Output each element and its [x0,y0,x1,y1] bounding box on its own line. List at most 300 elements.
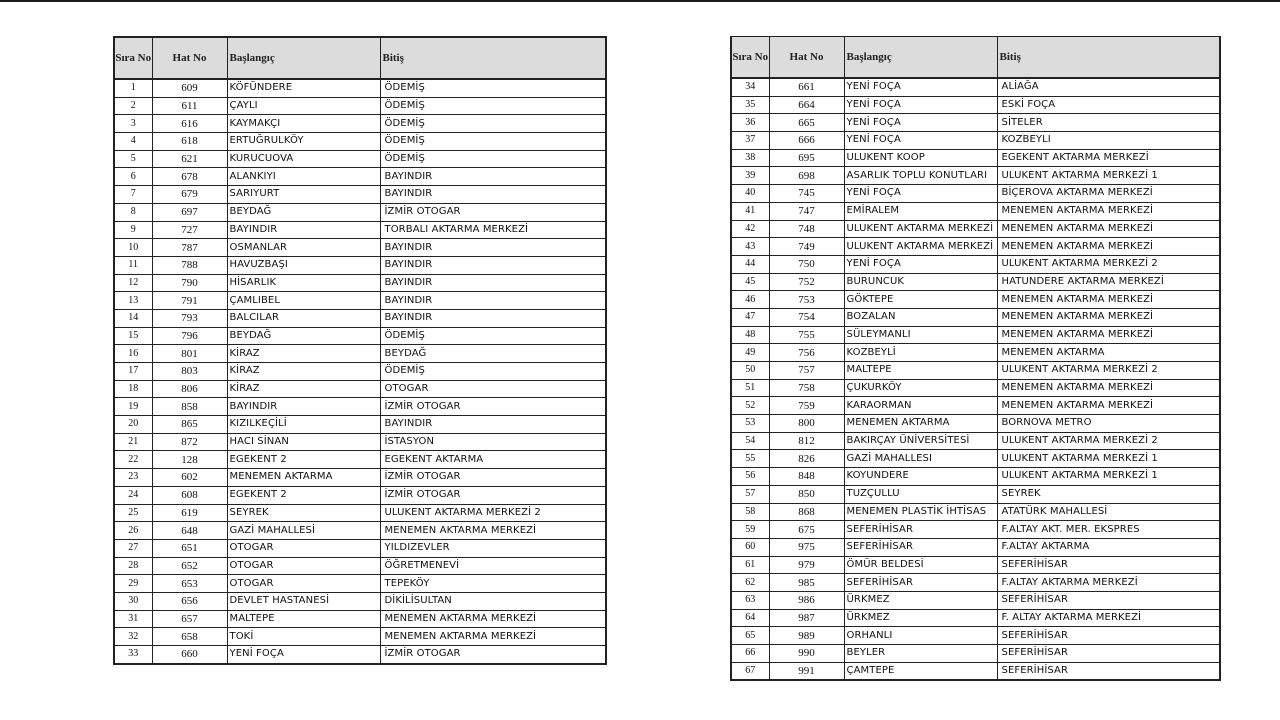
table-row [731,132,1220,150]
table-row [114,451,606,469]
table-header-row [731,37,1220,79]
cell-baslangic: KARAORMAN [844,397,997,415]
cell-sira-no: 3 [114,115,152,133]
cell-sira-no: 55 [731,450,769,468]
header-bitis: Bitiş [380,37,606,79]
cell-sira-no: 17 [114,363,152,381]
cell-baslangic: HACI SİNAN [227,433,380,451]
cell-baslangic: BAYINDIR [227,398,380,416]
cell-hat-no: 801 [152,345,227,363]
cell-sira-no: 45 [731,273,769,291]
cell-baslangic: EMİRALEM [844,202,997,220]
cell-bitis: OTOGAR [380,380,606,398]
cell-baslangic: HAVUZBAŞI [227,256,380,274]
cell-baslangic: YENİ FOÇA [844,78,997,96]
cell-baslangic: MALTEPE [227,610,380,628]
cell-sira-no: 43 [731,238,769,256]
cell-baslangic: BEYLER [844,645,997,663]
cell-sira-no: 58 [731,503,769,521]
cell-bitis: İSTASYON [380,433,606,451]
cell-hat-no: 986 [769,591,844,609]
table-row [114,309,606,327]
cell-hat-no: 753 [769,291,844,309]
cell-hat-no: 865 [152,416,227,434]
table-row [114,539,606,557]
cell-sira-no: 52 [731,397,769,415]
cell-bitis: MENEMEN AKTARMA MERKEZİ [997,326,1220,344]
cell-bitis: ÖDEMİŞ [380,97,606,115]
cell-hat-no: 619 [152,504,227,522]
cell-hat-no: 665 [769,114,844,132]
cell-hat-no: 602 [152,469,227,487]
cell-bitis: ÖDEMİŞ [380,133,606,151]
cell-bitis: ULUKENT AKTARMA MERKEZİ 2 [997,362,1220,380]
table-row [731,78,1220,96]
cell-baslangic: BEYDAĞ [227,327,380,345]
cell-sira-no: 63 [731,591,769,609]
cell-bitis: EGEKENT AKTARMA [380,451,606,469]
cell-bitis: ULUKENT AKTARMA MERKEZİ 2 [997,432,1220,450]
table-row [731,521,1220,539]
table-row [731,344,1220,362]
cell-sira-no: 25 [114,504,152,522]
cell-bitis: SEFERİHİSAR [997,645,1220,663]
cell-baslangic: ÖMÜR BELDESİ [844,556,997,574]
cell-hat-no: 756 [769,344,844,362]
cell-hat-no: 652 [152,557,227,575]
cell-sira-no: 66 [731,645,769,663]
cell-sira-no: 28 [114,557,152,575]
cell-hat-no: 757 [769,362,844,380]
cell-hat-no: 745 [769,185,844,203]
cell-sira-no: 9 [114,221,152,239]
cell-hat-no: 747 [769,202,844,220]
cell-sira-no: 37 [731,132,769,150]
route-table-left [113,36,607,665]
cell-hat-no: 750 [769,255,844,273]
cell-baslangic: SEFERİHİSAR [844,521,997,539]
cell-bitis: İZMİR OTOGAR [380,203,606,221]
table-row [731,362,1220,380]
cell-sira-no: 12 [114,274,152,292]
cell-baslangic: ÜRKMEZ [844,591,997,609]
cell-bitis: MENEMEN AKTARMA MERKEZİ [997,308,1220,326]
table-row [731,220,1220,238]
cell-hat-no: 806 [152,380,227,398]
cell-baslangic: GAZİ MAHALLESİ [227,522,380,540]
table-row [731,574,1220,592]
cell-baslangic: YENİ FOÇA [844,132,997,150]
cell-baslangic: KAYMAKÇI [227,115,380,133]
header-hat-no: Hat No [152,37,227,79]
cell-hat-no: 609 [152,79,227,97]
cell-hat-no: 850 [769,485,844,503]
cell-sira-no: 6 [114,168,152,186]
cell-bitis: SEFERİHİSAR [997,662,1220,680]
cell-sira-no: 61 [731,556,769,574]
header-hat-no: Hat No [769,37,844,79]
cell-baslangic: ÇAMTEPE [844,662,997,680]
cell-sira-no: 26 [114,522,152,540]
cell-hat-no: 826 [769,450,844,468]
cell-baslangic: KOZBEYLİ [844,344,997,362]
cell-bitis: F.ALTAY AKTARMA MERKEZİ [997,574,1220,592]
cell-baslangic: ULUKENT AKTARMA MERKEZİ [844,238,997,256]
cell-hat-no: 618 [152,133,227,151]
cell-hat-no: 698 [769,167,844,185]
cell-baslangic: ERTUĞRULKÖY [227,133,380,151]
table-row [731,556,1220,574]
cell-sira-no: 40 [731,185,769,203]
table-row [731,202,1220,220]
cell-sira-no: 56 [731,468,769,486]
table-row [731,432,1220,450]
cell-hat-no: 975 [769,538,844,556]
cell-hat-no: 648 [152,522,227,540]
table-row [114,292,606,310]
table-row [114,610,606,628]
header-sira-no: Sıra No [731,37,769,79]
cell-hat-no: 848 [769,468,844,486]
table-row [731,415,1220,433]
cell-sira-no: 22 [114,451,152,469]
table-row [114,433,606,451]
cell-baslangic: SÜLEYMANLI [844,326,997,344]
table-row [731,185,1220,203]
cell-sira-no: 1 [114,79,152,97]
cell-bitis: ALİAĞA [997,78,1220,96]
cell-sira-no: 60 [731,538,769,556]
cell-baslangic: OTOGAR [227,539,380,557]
table-body-right [731,78,1220,680]
cell-hat-no: 653 [152,575,227,593]
cell-hat-no: 727 [152,221,227,239]
cell-baslangic: OSMANLAR [227,239,380,257]
cell-hat-no: 790 [152,274,227,292]
table-row [114,522,606,540]
cell-hat-no: 872 [152,433,227,451]
cell-sira-no: 47 [731,308,769,326]
cell-baslangic: MENEMEN AKTARMA [227,469,380,487]
table-row [731,291,1220,309]
cell-hat-no: 678 [152,168,227,186]
cell-sira-no: 31 [114,610,152,628]
table-row [114,115,606,133]
cell-bitis: ESKİ FOÇA [997,96,1220,114]
cell-hat-no: 748 [769,220,844,238]
cell-hat-no: 803 [152,363,227,381]
cell-hat-no: 812 [769,432,844,450]
cell-sira-no: 20 [114,416,152,434]
cell-sira-no: 30 [114,592,152,610]
table-row [114,168,606,186]
cell-sira-no: 42 [731,220,769,238]
cell-bitis: BORNOVA METRO [997,415,1220,433]
table-row [731,167,1220,185]
cell-baslangic: BOZALAN [844,308,997,326]
table-row [114,398,606,416]
cell-hat-no: 675 [769,521,844,539]
cell-sira-no: 64 [731,609,769,627]
cell-hat-no: 990 [769,645,844,663]
cell-hat-no: 788 [152,256,227,274]
cell-bitis: SİTELER [997,114,1220,132]
cell-sira-no: 59 [731,521,769,539]
cell-sira-no: 39 [731,167,769,185]
cell-sira-no: 14 [114,309,152,327]
cell-bitis: MENEMEN AKTARMA MERKEZİ [997,220,1220,238]
cell-bitis: YILDIZEVLER [380,539,606,557]
table-row [114,628,606,646]
cell-sira-no: 67 [731,662,769,680]
cell-bitis: MENEMEN AKTARMA MERKEZİ [997,397,1220,415]
table-row [731,96,1220,114]
table-row [114,416,606,434]
cell-hat-no: 793 [152,309,227,327]
top-border-line [0,0,1280,2]
table-row [114,221,606,239]
cell-hat-no: 749 [769,238,844,256]
cell-sira-no: 34 [731,78,769,96]
cell-sira-no: 36 [731,114,769,132]
header-baslangic: Başlangıç [227,37,380,79]
cell-sira-no: 41 [731,202,769,220]
cell-hat-no: 787 [152,239,227,257]
cell-baslangic: SEFERİHİSAR [844,538,997,556]
cell-hat-no: 858 [152,398,227,416]
cell-hat-no: 611 [152,97,227,115]
cell-hat-no: 657 [152,610,227,628]
cell-bitis: HATUNDERE AKTARMA MERKEZİ [997,273,1220,291]
table-row [114,186,606,204]
cell-hat-no: 616 [152,115,227,133]
cell-baslangic: HİSARLIK [227,274,380,292]
cell-sira-no: 7 [114,186,152,204]
cell-baslangic: KİRAZ [227,345,380,363]
cell-baslangic: MENEMEN PLASTİK İHTİSAS [844,503,997,521]
cell-hat-no: 608 [152,486,227,504]
table-row [731,645,1220,663]
cell-sira-no: 16 [114,345,152,363]
table-row [731,591,1220,609]
table-row [114,203,606,221]
cell-bitis: ULUKENT AKTARMA MERKEZİ 1 [997,468,1220,486]
table-row [731,273,1220,291]
table-row [731,326,1220,344]
cell-baslangic: ASARLIK TOPLU KONUTLARI [844,167,997,185]
cell-baslangic: KIZILKEÇİLİ [227,416,380,434]
cell-bitis: ULUKENT AKTARMA MERKEZİ 1 [997,450,1220,468]
cell-bitis: BAYINDIR [380,309,606,327]
cell-sira-no: 48 [731,326,769,344]
cell-sira-no: 32 [114,628,152,646]
cell-bitis: TEPEKÖY [380,575,606,593]
table-row [114,363,606,381]
cell-bitis: BAYINDIR [380,256,606,274]
cell-bitis: ÖDEMİŞ [380,79,606,97]
cell-baslangic: KÖFÜNDERE [227,79,380,97]
cell-bitis: EGEKENT AKTARMA MERKEZİ [997,149,1220,167]
cell-sira-no: 33 [114,646,152,664]
cell-bitis: F. ALTAY AKTARMA MERKEZİ [997,609,1220,627]
cell-bitis: BİÇEROVA AKTARMA MERKEZİ [997,185,1220,203]
cell-sira-no: 57 [731,485,769,503]
table-row [731,662,1220,680]
cell-sira-no: 4 [114,133,152,151]
cell-baslangic: YENİ FOÇA [844,185,997,203]
cell-baslangic: BALCILAR [227,309,380,327]
cell-hat-no: 800 [769,415,844,433]
table-row [731,238,1220,256]
cell-baslangic: KİRAZ [227,363,380,381]
table-row [114,79,606,97]
cell-bitis: SEYREK [997,485,1220,503]
table-row [114,486,606,504]
cell-baslangic: DEVLET HASTANESİ [227,592,380,610]
cell-sira-no: 53 [731,415,769,433]
cell-sira-no: 29 [114,575,152,593]
cell-sira-no: 18 [114,380,152,398]
header-baslangic: Başlangıç [844,37,997,79]
cell-bitis: İZMİR OTOGAR [380,398,606,416]
cell-bitis: ULUKENT AKTARMA MERKEZİ 1 [997,167,1220,185]
cell-baslangic: BURUNCUK [844,273,997,291]
cell-bitis: ULUKENT AKTARMA MERKEZİ 2 [997,255,1220,273]
cell-bitis: ÖDEMİŞ [380,150,606,168]
cell-bitis: MENEMEN AKTARMA MERKEZİ [380,628,606,646]
cell-bitis: F.ALTAY AKTARMA [997,538,1220,556]
cell-baslangic: MENEMEN AKTARMA [844,415,997,433]
table-row [731,255,1220,273]
cell-sira-no: 35 [731,96,769,114]
cell-sira-no: 23 [114,469,152,487]
cell-sira-no: 2 [114,97,152,115]
table-row [731,609,1220,627]
cell-bitis: BAYINDIR [380,292,606,310]
cell-baslangic: YENİ FOÇA [844,255,997,273]
cell-baslangic: TUZÇULLU [844,485,997,503]
cell-sira-no: 8 [114,203,152,221]
cell-bitis: BAYINDIR [380,416,606,434]
cell-bitis: MENEMEN AKTARMA MERKEZİ [997,202,1220,220]
table-row [114,97,606,115]
table-row [731,627,1220,645]
header-bitis: Bitiş [997,37,1220,79]
cell-sira-no: 10 [114,239,152,257]
cell-baslangic: GÖKTEPE [844,291,997,309]
cell-bitis: MENEMEN AKTARMA MERKEZİ [997,291,1220,309]
cell-hat-no: 661 [769,78,844,96]
cell-baslangic: ÇAMLIBEL [227,292,380,310]
cell-hat-no: 679 [152,186,227,204]
cell-sira-no: 19 [114,398,152,416]
cell-baslangic: YENİ FOÇA [227,646,380,664]
cell-hat-no: 621 [152,150,227,168]
cell-sira-no: 38 [731,149,769,167]
cell-baslangic: EGEKENT 2 [227,486,380,504]
cell-hat-no: 658 [152,628,227,646]
cell-baslangic: ULUKENT KOOP [844,149,997,167]
cell-sira-no: 65 [731,627,769,645]
cell-bitis: BAYINDIR [380,274,606,292]
cell-hat-no: 868 [769,503,844,521]
cell-baslangic: SEFERİHİSAR [844,574,997,592]
cell-sira-no: 49 [731,344,769,362]
cell-bitis: BEYDAĞ [380,345,606,363]
cell-hat-no: 987 [769,609,844,627]
cell-baslangic: ORHANLI [844,627,997,645]
cell-sira-no: 62 [731,574,769,592]
cell-baslangic: YENİ FOÇA [844,114,997,132]
table-row [114,469,606,487]
cell-baslangic: GAZİ MAHALLESI [844,450,997,468]
cell-baslangic: SARIYURT [227,186,380,204]
cell-hat-no: 755 [769,326,844,344]
table-row [114,557,606,575]
table-row [114,646,606,664]
table-row [731,397,1220,415]
header-sira-no: Sıra No [114,37,152,79]
cell-hat-no: 989 [769,627,844,645]
cell-bitis: MENEMEN AKTARMA MERKEZİ [380,522,606,540]
cell-sira-no: 11 [114,256,152,274]
table-row [114,592,606,610]
cell-hat-no: 759 [769,397,844,415]
cell-baslangic: ALANKIYI [227,168,380,186]
cell-bitis: SEFERİHİSAR [997,627,1220,645]
cell-bitis: ÖDEMİŞ [380,115,606,133]
cell-hat-no: 697 [152,203,227,221]
cell-bitis: DİKİLİSULTAN [380,592,606,610]
cell-hat-no: 758 [769,379,844,397]
cell-sira-no: 21 [114,433,152,451]
table-row [731,149,1220,167]
cell-hat-no: 128 [152,451,227,469]
cell-bitis: İZMİR OTOGAR [380,486,606,504]
cell-hat-no: 985 [769,574,844,592]
cell-sira-no: 24 [114,486,152,504]
cell-sira-no: 15 [114,327,152,345]
table-row [114,133,606,151]
cell-baslangic: ÇAYLI [227,97,380,115]
cell-sira-no: 27 [114,539,152,557]
cell-bitis: KOZBEYLI [997,132,1220,150]
table-row [114,575,606,593]
cell-baslangic: KOYUNDERE [844,468,997,486]
cell-baslangic: ÜRKMEZ [844,609,997,627]
cell-bitis: ÖĞRETMENEVİ [380,557,606,575]
table-row [731,308,1220,326]
cell-hat-no: 791 [152,292,227,310]
table-row [114,504,606,522]
cell-baslangic: SEYREK [227,504,380,522]
table-row [731,485,1220,503]
cell-baslangic: KİRAZ [227,380,380,398]
cell-baslangic: OTOGAR [227,575,380,593]
table-row [114,274,606,292]
cell-sira-no: 13 [114,292,152,310]
table-body-left [114,79,606,664]
route-table-left-panel [113,36,607,665]
table-row [731,450,1220,468]
table-row [731,379,1220,397]
cell-sira-no: 5 [114,150,152,168]
cell-bitis: BAYINDIR [380,239,606,257]
cell-baslangic: BAKIRÇAY ÜNİVERSİTESİ [844,432,997,450]
cell-baslangic: OTOGAR [227,557,380,575]
cell-hat-no: 660 [152,646,227,664]
cell-hat-no: 752 [769,273,844,291]
